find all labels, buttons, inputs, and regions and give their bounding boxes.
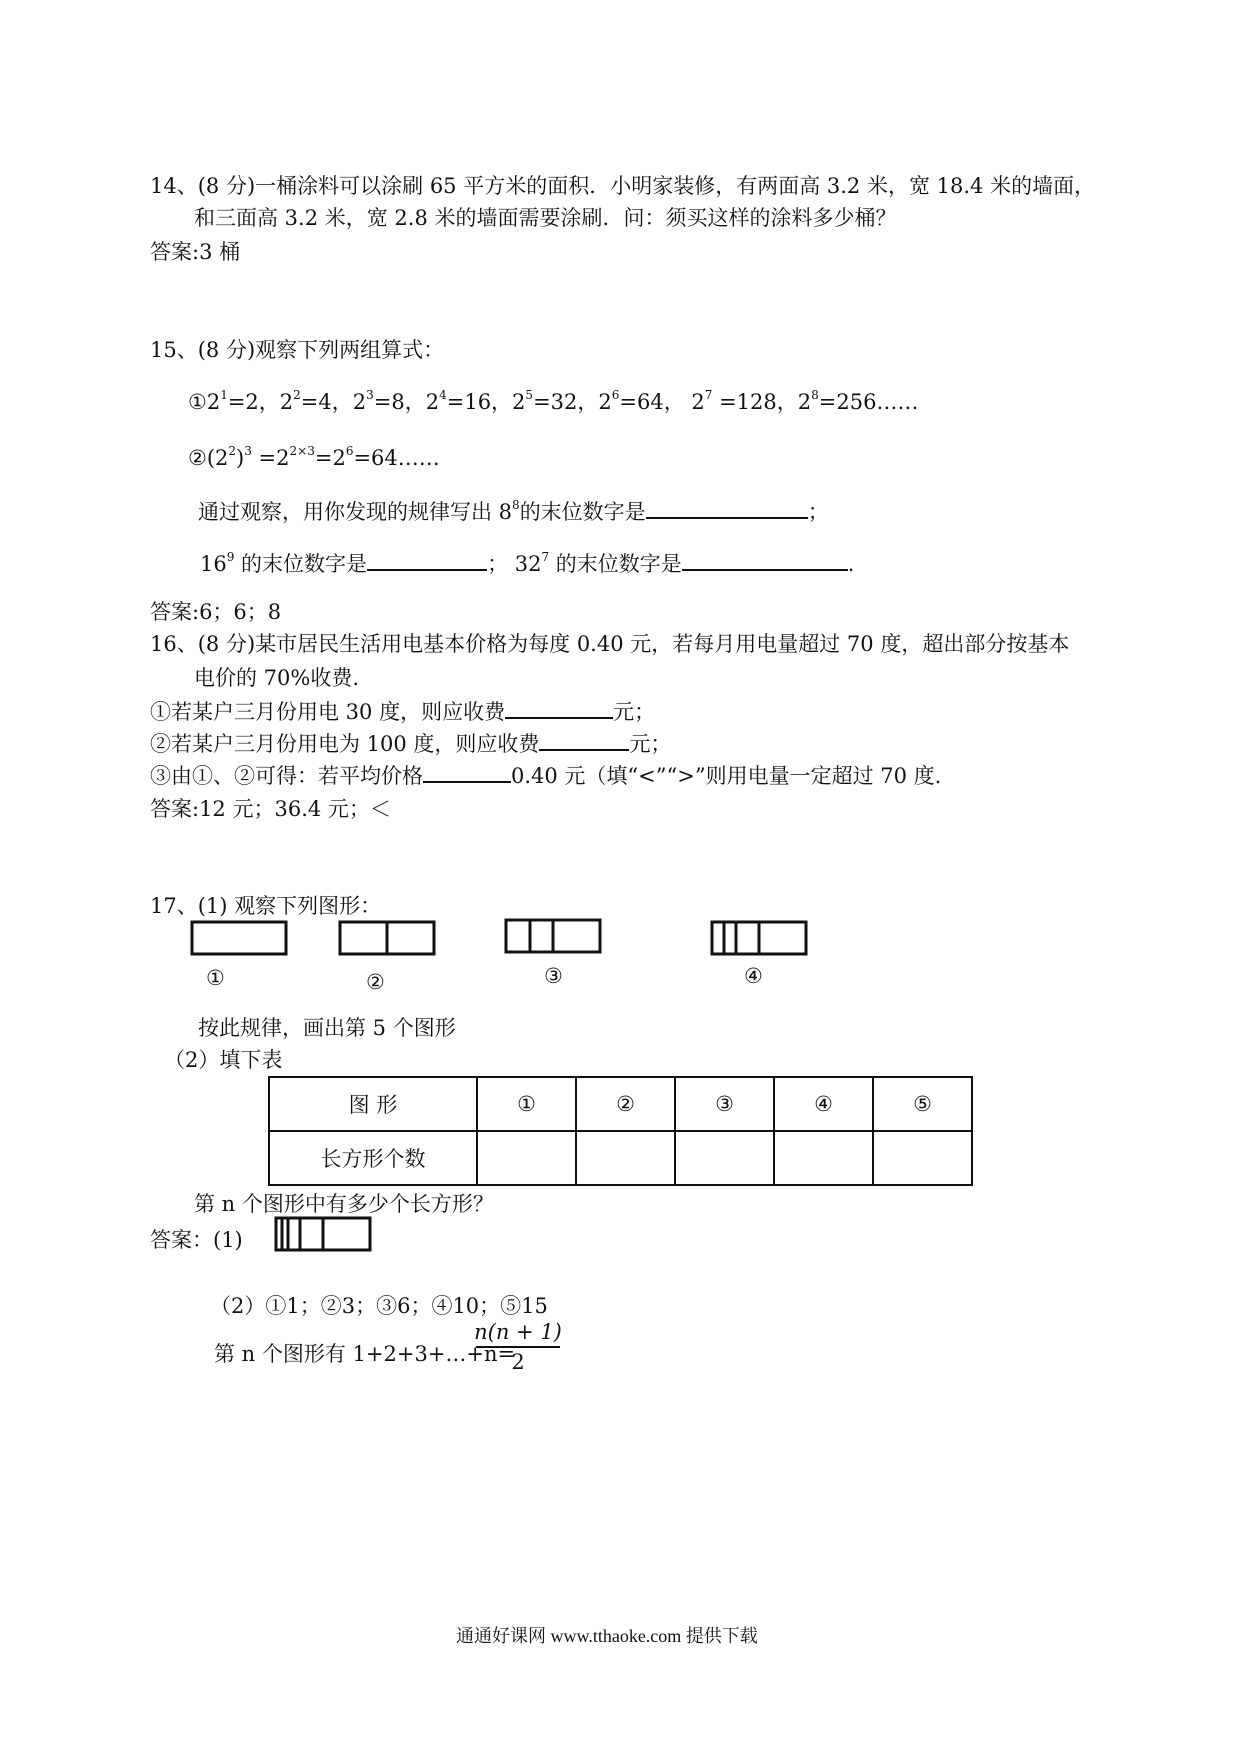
figure-4: [710, 920, 810, 960]
q15-answer: 答案:6；6；8: [150, 600, 282, 624]
formula-fraction: [474, 1320, 562, 1374]
q17-question: 第 n 个图形中有多少个长方形？: [194, 1192, 494, 1216]
table-header-cell: ①: [477, 1077, 576, 1131]
table-header-cell: ④: [774, 1077, 873, 1131]
answer-blank[interactable]: [646, 497, 808, 519]
q15-prompt2: $16^9$ 的末位数字是 ； $32^7$ 的末位数字是 .: [200, 550, 855, 576]
q17-answer3: 第 n 个图形有 1+2+3+…+n=: [214, 1342, 516, 1366]
q15-powers-row1: $①2^1=2$，$2^2=4$，$2^3=8$，$2^4=16$，$2^5=32$，$2^6=64$， $2^7 =128$，$2^8=256\dots\dots$: [188, 388, 919, 414]
table-input-cell[interactable]: [477, 1131, 576, 1185]
q17-title: 17、(1) 观察下列图形：: [150, 894, 382, 918]
page-footer: 通通好课网 www.tthaoke.com 提供下载: [456, 1626, 758, 1646]
figure-label-4: ④: [744, 964, 763, 988]
table-header-cell: ③: [675, 1077, 774, 1131]
q15-prompt1: 通过观察，用你发现的规律写出 $8^8$的末位数字是 ；: [198, 498, 829, 524]
answer-blank[interactable]: [539, 729, 629, 751]
fill-table: [268, 1076, 973, 1186]
table-row: [269, 1131, 972, 1185]
figure-label-1: ①: [206, 966, 225, 990]
table-input-cell[interactable]: [675, 1131, 774, 1185]
table-row: [269, 1077, 972, 1131]
fraction-denominator: 2: [511, 1350, 525, 1374]
q17-answer-label: 答案：(1): [150, 1228, 243, 1252]
q17-instruction: 按此规律，画出第 5 个图形: [198, 1016, 456, 1040]
table-header-cell: 图 形: [269, 1077, 477, 1131]
table-header-cell: ⑤: [873, 1077, 972, 1131]
q17-part2: （2）填下表: [164, 1048, 283, 1072]
table-input-cell[interactable]: [576, 1131, 675, 1185]
table-row-label: 长方形个数: [269, 1131, 477, 1185]
q14-answer: 答案:3 桶: [150, 240, 241, 264]
answer-blank[interactable]: [505, 697, 613, 719]
q16-answer: 答案:12 元；36.4 元；＜: [150, 797, 391, 821]
table-input-cell[interactable]: [774, 1131, 873, 1185]
q15-powers-row2: $②(2^2)^3$ $=2^{2\times 3}=2^6=64\dots\dots$: [188, 444, 440, 470]
fraction-numerator: n(n + 1): [474, 1320, 562, 1344]
q16-line1: 16、(8 分)某市居民生活用电基本价格为每度 0.40 元，若每月用电量超过 70 度，超出部分按基本: [150, 632, 1070, 656]
q16-line2: 电价的 70%收费.: [194, 666, 360, 690]
answer-blank[interactable]: [423, 761, 511, 783]
fraction-bar: [476, 1346, 560, 1348]
answer-blank[interactable]: [367, 549, 487, 571]
figure-3: [504, 918, 604, 958]
figure-5: [274, 1216, 374, 1256]
table-header-cell: ②: [576, 1077, 675, 1131]
figure-label-2: ②: [366, 970, 385, 994]
answer-blank[interactable]: [682, 549, 848, 571]
figure-label-3: ③: [544, 964, 563, 988]
q14-line1: 14、(8 分)一桶涂料可以涂刷 65 平方米的面积．小明家装修，有两面高 3.2 米，宽 18.4 米的墙面，: [150, 174, 1096, 198]
q15-title: 15、(8 分)观察下列两组算式：: [150, 338, 445, 362]
q14-line2: 和三面高 3.2 米，宽 2.8 米的墙面需要涂刷．问：须买这样的涂料多少桶？: [194, 206, 897, 230]
table-input-cell[interactable]: [873, 1131, 972, 1185]
q17-answer2: （2）①1；②3；③6；④10；⑤15: [210, 1294, 548, 1318]
figure-2: [338, 920, 438, 960]
q16-sub1: ①若某户三月份用电 30 度，则应收费 元；: [150, 696, 655, 726]
q16-sub3: ③由①、②可得：若平均价格 0.40 元（填“<”“>”则用电量一定超过 70 度.: [150, 760, 941, 790]
q16-sub2: ②若某户三月份用电为 100 度，则应收费 元；: [150, 728, 671, 758]
